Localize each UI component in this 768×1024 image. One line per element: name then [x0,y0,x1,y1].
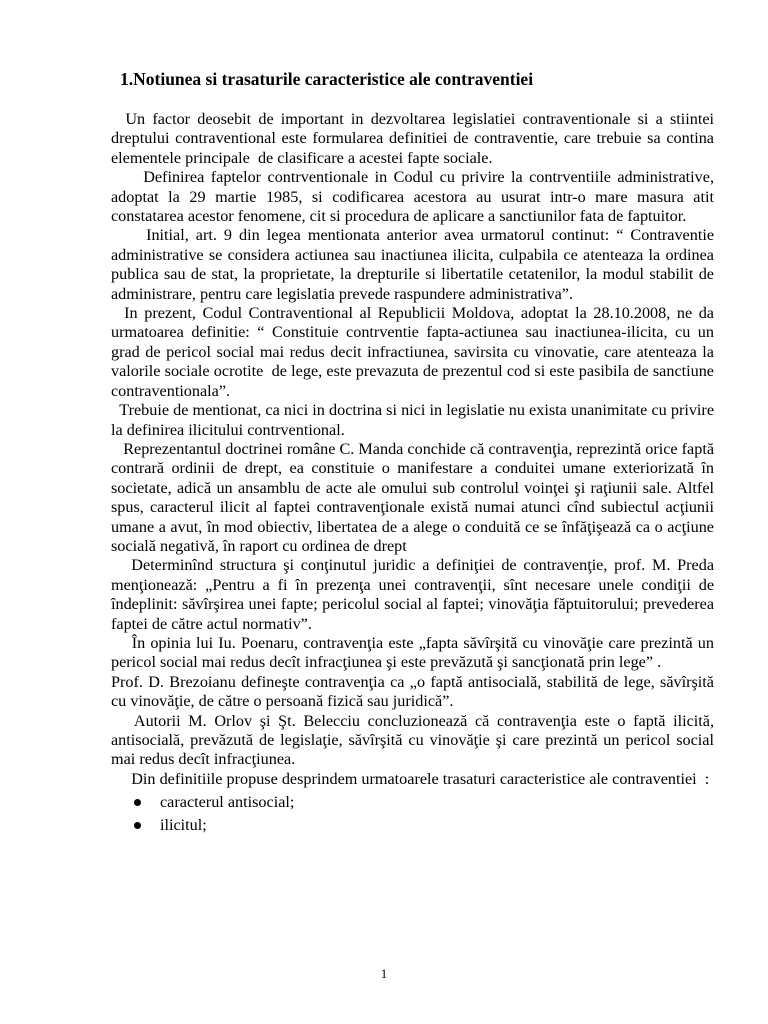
page-number: 1 [380,966,388,981]
paragraph: Definirea faptelor contrventionale in Codul cu privire la contrventiile administrative, adoptat la 29 martie 1985, si codificarea acestora au usurat intr-o mare masura atit constatarea acestor fenomene, cit si procedura de aplicare a sanctiunilor fata de faptuitor. [111,168,719,226]
section-heading: 1.Notiunea si trasaturile caracteristice ale contraventiei [120,69,534,89]
paragraph: In prezent, Codul Contraventional al Republicii Moldova, adoptat la 28.10.2008, ne da urmatoarea definitie: “ Constituie contrventie fapta-actiunea sau inactiunea-ilicita, cu un grad de pericol social mai redus decit infractiunea, savirsita cu vinovatie, care atenteaza la valorile sociale ocrotite de lege, este prevazuta de prezentul cod si este pasibila de sanctiune contraventionala”. [111,304,719,400]
document-body [111,110,723,837]
paragraph: Determinînd structura şi conţinutul juridic a definiţiei de contravenţie, prof. M. Preda menţionează: „Pentru a fi în prezenţa unei contravenţii, sînt necesare unele condiţii de îndeplinit: săvîrşirea unei fapte; pericolul social al faptei; vinovăţia făptuitorului; prevederea faptei de către actul normativ”. [111,556,723,633]
paragraph: Prof. D. Brezoianu defineşte contravenţia ca „o faptă antisocială, stabilită de lege, săvîrşită cu vinovăţie, de către o persoană fizică sau juridică”. [111,672,719,711]
paragraph: Din definitiile propuse desprindem urmatoarele trasaturi caracteristice ale contraventiei : [111,769,710,788]
paragraph: Initial, art. 9 din legea mentionata anterior avea urmatorul continut: “ Contraventie administrative se considera actiunea sau inactiunea ilicita, culpabila ce atenteaza la ordinea publica sau de stat, la proprietate, la drepturile si libertatile cetatenilor, la modul stabilit de administrare, pentru care legislatia prevede raspundere administrativa”. [111,226,719,303]
paragraph: Trebuie de mentionat, ca nici in doctrina si nici in legislatie nu exista unanimitate cu privire la definirea ilicitului contrventional. [111,401,719,439]
paragraph: Autorii M. Orlov şi Şt. Belecciu concluzionează că contravenţia este o faptă ilicită, antisocială, prevăzută de legislaţie, săvîrşită cu vinovăţie şi care prezintă un pericol social mai redus decît infracţiunea. [111,711,719,769]
bullet-list [111,791,714,837]
bullet-item: caracterul antisocial; [111,791,714,814]
paragraph: Reprezentantul doctrinei române C. Manda conchide că contravenţia, reprezintă orice faptă contrară ordinii de drept, ea constituie o manifestare a conduitei umane exteriorizată în societate, adică un ansamblu de acte ale omului sub controlul voinţei şi raţiunii sale. Altfel spus, caracterul ilicit al faptei contravenţionale există numai atunci cînd subiectul acţiunii umane a avut, în mod obiectiv, libertatea de a alege o conduită ce se înfăţişează ca o acţiune socială negativă, în raport cu ordinea de drept [111,439,719,555]
paragraph: În opinia lui Iu. Poenaru, contravenţia este „fapta săvîrşită cu vinovăţie care prezintă un pericol social mai redus decît infracţiunea şi este prevăzută şi sancţionată prin lege” . [111,633,719,672]
bullet-item: ilicitul; [111,814,714,837]
paragraph: Un factor deosebit de important in dezvoltarea legislatiei contraventionale si a stiintei dreptului contraventional este formularea definitiei de contraventie, care trebuie sa contina elementele principale de clasificare a acestei fapte sociale. [111,110,719,167]
